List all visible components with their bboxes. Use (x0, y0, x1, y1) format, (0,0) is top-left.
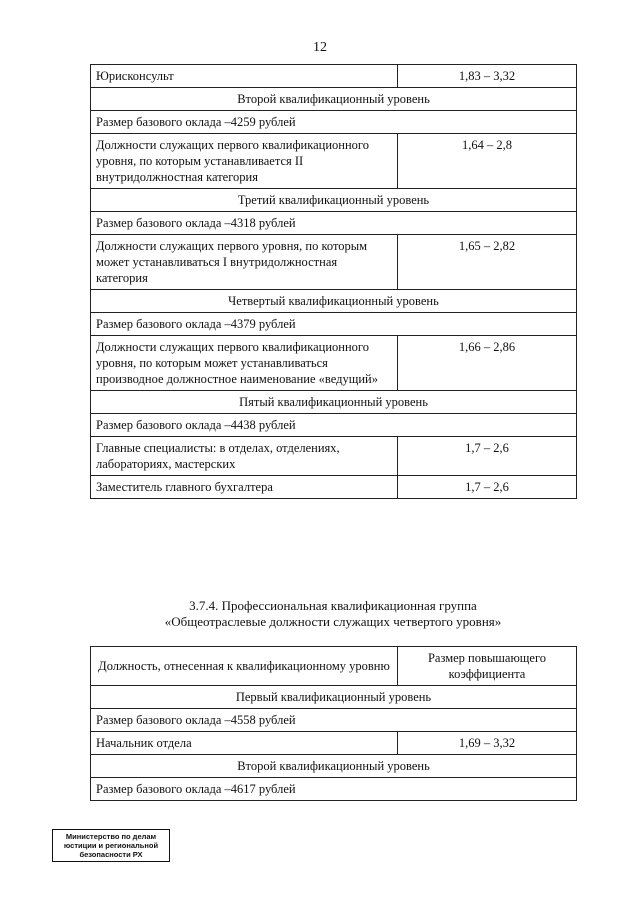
table1-body (91, 65, 577, 499)
base-salary-cell: Размер базового оклада –4259 рублей (91, 111, 577, 134)
table-row (91, 476, 577, 499)
coefficient-cell: 1,83 – 3,32 (398, 65, 577, 88)
table-row (91, 134, 577, 189)
qualification-level-cell: Четвертый квалификационный уровень (91, 290, 577, 313)
stamp-line3: безопасности РХ (79, 850, 143, 859)
stamp-line1: Министерство по делам (65, 832, 157, 841)
header-position-col: Должность, отнесенная к квалификационному уровню (91, 647, 398, 686)
table-row (91, 313, 577, 336)
base-salary-cell: Размер базового оклада –4438 рублей (91, 414, 577, 437)
section-title-line1: 3.7.4. Профессиональная квалификационная группа (189, 598, 477, 613)
coefficients-table-2 (90, 646, 577, 801)
header-coefficient-col: Размер повышающего коэффициента (398, 647, 577, 686)
qualification-level-cell: Второй квалификационный уровень (91, 88, 577, 111)
section-title (90, 598, 576, 630)
qualification-level-cell: Третий квалификационный уровень (91, 189, 577, 212)
table-row (91, 391, 577, 414)
position-cell: Должности служащих первого квалификационного уровня, по которым может устанавливаться производное должностное наименование «ведущий» (91, 336, 398, 391)
table-row (91, 88, 577, 111)
table-row (91, 290, 577, 313)
table-row (91, 65, 577, 88)
position-cell: Должности служащих первого уровня, по которым может устанавливаться I внутридолжностная категория (91, 235, 398, 290)
registration-stamp (52, 829, 170, 862)
stamp-line2: юстиции и региональной (63, 841, 159, 850)
position-cell: Главные специалисты: в отделах, отделениях, лабораториях, мастерских (91, 437, 398, 476)
position-cell: Заместитель главного бухгалтера (91, 476, 398, 499)
table-row (91, 414, 577, 437)
base-salary-cell: Размер базового оклада –4318 рублей (91, 212, 577, 235)
coefficient-cell: 1,64 – 2,8 (398, 134, 577, 189)
coefficient-cell: 1,7 – 2,6 (398, 437, 577, 476)
coefficient-cell: 1,7 – 2,6 (398, 476, 577, 499)
table-row (91, 778, 577, 801)
coefficient-cell: 1,66 – 2,86 (398, 336, 577, 391)
qualification-level-cell: Второй квалификационный уровень (91, 755, 577, 778)
table2-header-row (91, 647, 577, 686)
table-row (91, 686, 577, 709)
table-row (91, 732, 577, 755)
table-row (91, 709, 577, 732)
position-cell: Юрисконсульт (91, 65, 398, 88)
base-salary-cell: Размер базового оклада –4617 рублей (91, 778, 577, 801)
table2-body (91, 686, 577, 801)
qualification-level-cell: Пятый квалификационный уровень (91, 391, 577, 414)
page-number: 12 (313, 40, 327, 55)
coefficient-cell: 1,65 – 2,82 (398, 235, 577, 290)
table-row (91, 235, 577, 290)
base-salary-cell: Размер базового оклада –4379 рублей (91, 313, 577, 336)
qualification-level-cell: Первый квалификационный уровень (91, 686, 577, 709)
base-salary-cell: Размер базового оклада –4558 рублей (91, 709, 577, 732)
table-row (91, 336, 577, 391)
position-cell: Начальник отдела (91, 732, 398, 755)
table-row (91, 111, 577, 134)
position-cell: Должности служащих первого квалификационного уровня, по которым устанавливается II внутридолжностная категория (91, 134, 398, 189)
coefficient-cell: 1,69 – 3,32 (398, 732, 577, 755)
table-row (91, 755, 577, 778)
table-row (91, 437, 577, 476)
table-row (91, 189, 577, 212)
section-title-line2: «Общеотраслевые должности служащих четвертого уровня» (164, 614, 502, 629)
table-row (91, 212, 577, 235)
coefficients-table-1 (90, 64, 577, 499)
